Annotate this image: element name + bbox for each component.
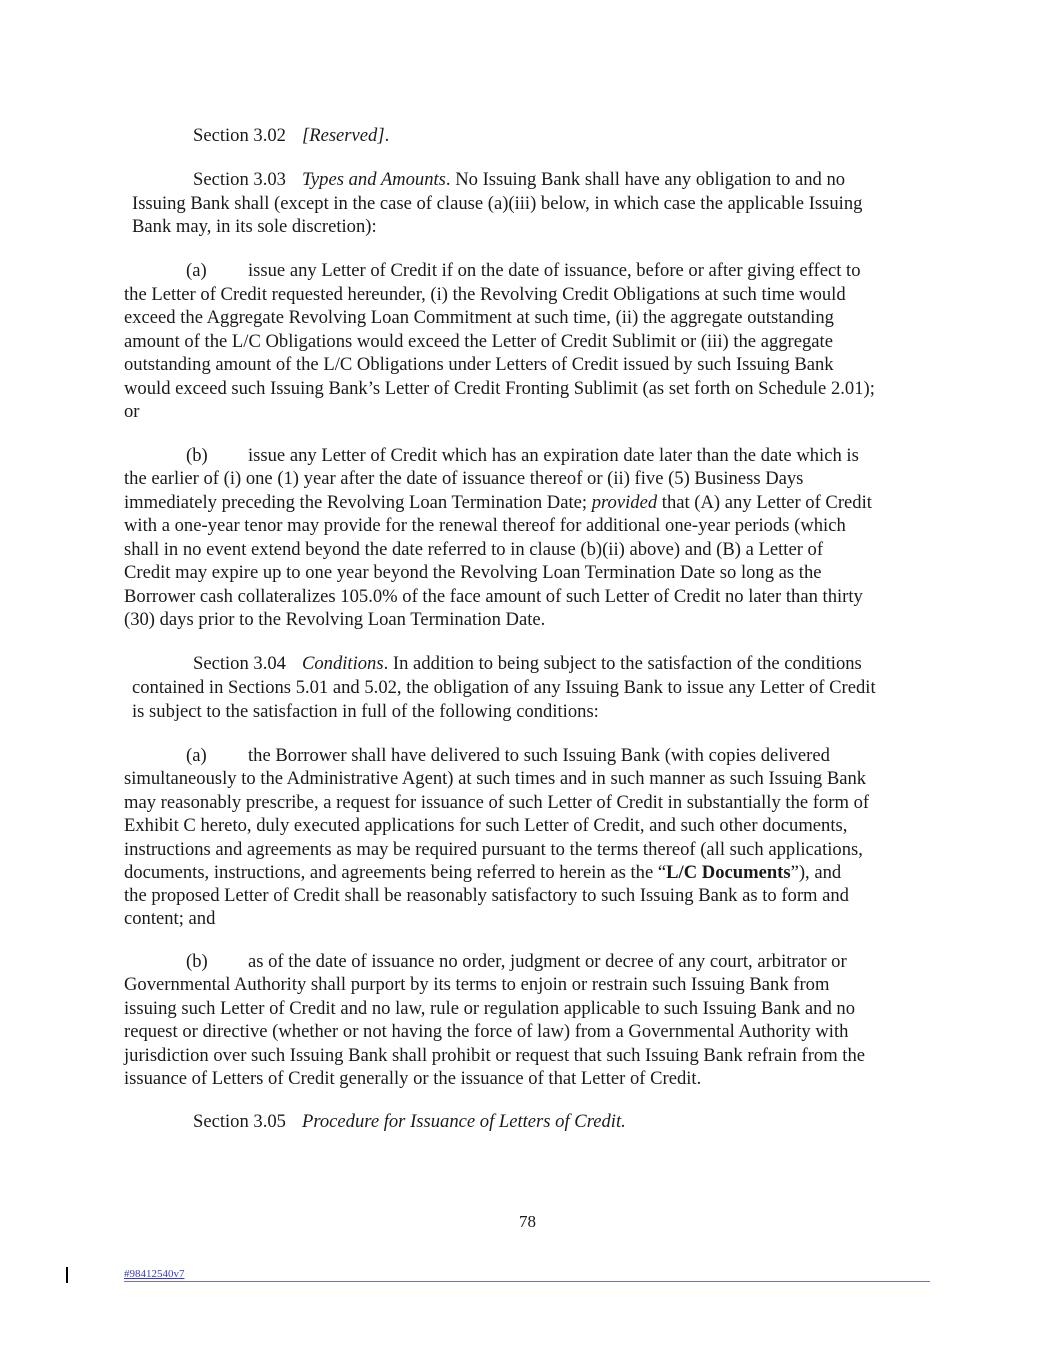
text-line: Exhibit C hereto, duly executed applications for such Letter of Credit, and such other documents,	[124, 815, 848, 836]
text-line: shall in no event extend beyond the date referred to in clause (b)(ii) above) and (B) a Letter of	[124, 539, 824, 560]
section-number: Section 3.02	[193, 125, 286, 146]
text-segment: documents, instructions, and agreements being referred to herein as the “	[124, 862, 667, 883]
text-line: the Borrower shall have delivered to such Issuing Bank (with copies delivered	[248, 745, 830, 766]
section-title: Procedure for Issuance of Letters of Credit.	[301, 1111, 626, 1132]
text-line: content; and	[124, 908, 216, 929]
text-line: or	[124, 401, 140, 422]
clause-a-first-line	[186, 744, 830, 768]
document-reference-link[interactable]: #98412540v7	[124, 1268, 185, 1280]
clause-label: (a)	[186, 745, 207, 766]
text-line: issue any Letter of Credit if on the date of issuance, before or after giving effect to	[248, 260, 861, 281]
text-line: the Letter of Credit requested hereunder, (i) the Revolving Credit Obligations at such time would	[124, 284, 846, 305]
text-line: contained in Sections 5.01 and 5.02, the obligation of any Issuing Bank to issue any Letter of Credit	[132, 677, 876, 698]
section-title: [Reserved]	[301, 125, 385, 146]
text-line: . In addition to being subject to the satisfaction of the conditions	[383, 653, 862, 674]
text-line: issuance of Letters of Credit generally or the issuance of that Letter of Credit.	[124, 1068, 702, 1089]
change-bar	[66, 1267, 68, 1283]
text-line: request or directive (whether or not having the force of law) from a Governmental Authority with	[124, 1021, 849, 1042]
text-line: (30) days prior to the Revolving Loan Termination Date.	[124, 609, 546, 630]
text-line: instructions and agreements as may be required pursuant to the terms thereof (all such applications,	[124, 839, 863, 860]
text-line: as of the date of issuance no order, judgment or decree of any court, arbitrator or	[248, 951, 847, 972]
text-line: jurisdiction over such Issuing Bank shall prohibit or request that such Issuing Bank refrain from the	[124, 1045, 866, 1066]
text-line: Bank may, in its sole discretion):	[132, 216, 377, 237]
clause-label: (a)	[186, 260, 207, 281]
text-segment: immediately preceding the Revolving Loan Termination Date;	[124, 492, 592, 513]
text-line: outstanding amount of the L/C Obligations under Letters of Credit issued by such Issuing Bank	[124, 354, 834, 375]
text-line: would exceed such Issuing Bank’s Letter of Credit Fronting Sublimit (as set forth on Schedule 2.01);	[124, 378, 875, 399]
clause-b-first-line	[186, 950, 847, 974]
section-3-05-heading	[193, 1110, 626, 1134]
section-title: Types and Amounts	[301, 169, 446, 190]
clause-b-first-line	[186, 444, 859, 468]
section-3-02-heading	[193, 124, 389, 148]
section-number: Section 3.04	[193, 653, 286, 674]
text-line-defined-term	[124, 861, 841, 885]
text-line: Credit may expire up to one year beyond the Revolving Loan Termination Date so long as the	[124, 562, 822, 583]
clause-a-first-line	[186, 259, 861, 283]
text-line-provided	[124, 491, 872, 515]
section-3-03-heading	[193, 168, 845, 192]
text-line: exceed the Aggregate Revolving Loan Commitment at such time, (ii) the aggregate outstanding	[124, 307, 834, 328]
page-number: 78	[519, 1212, 536, 1231]
text-line: is subject to the satisfaction in full of the following conditions:	[132, 701, 599, 722]
text-line: may reasonably prescribe, a request for issuance of such Letter of Credit in substantially the form of	[124, 792, 870, 813]
text-line: the proposed Letter of Credit shall be reasonably satisfactory to such Issuing Bank as to form and	[124, 885, 849, 906]
text-segment: ”), and	[790, 862, 842, 883]
text-line: the earlier of (i) one (1) year after the date of issuance thereof or (ii) five (5) Business Days	[124, 468, 804, 489]
defined-term: L/C Documents	[666, 862, 791, 883]
text-line: issuing such Letter of Credit and no law, rule or regulation applicable to such Issuing Bank and no	[124, 998, 856, 1019]
text-line: amount of the L/C Obligations would exceed the Letter of Credit Sublimit or (iii) the aggregate	[124, 331, 833, 352]
clause-label: (b)	[186, 951, 208, 972]
text-line: Borrower cash collateralizes 105.0% of the face amount of such Letter of Credit no later than thirty	[124, 586, 863, 607]
text-line: issue any Letter of Credit which has an expiration date later than the date which is	[248, 445, 859, 466]
text-line: Governmental Authority shall purport by its terms to enjoin or restrain such Issuing Bank from	[124, 974, 830, 995]
text-line: . No Issuing Bank shall have any obligation to and no	[445, 169, 846, 190]
text-line: Issuing Bank shall (except in the case of clause (a)(iii) below, in which case the applicable Issuing	[132, 193, 863, 214]
section-number: Section 3.05	[193, 1111, 286, 1132]
text-segment: that (A) any Letter of Credit	[657, 492, 872, 513]
section-number: Section 3.03	[193, 169, 286, 190]
text-line: with a one-year tenor may provide for the renewal thereof for additional one-year periods (which	[124, 515, 846, 536]
footer-rule	[124, 1281, 930, 1282]
section-3-04-heading	[193, 652, 862, 676]
section-title: Conditions	[301, 653, 384, 674]
clause-label: (b)	[186, 445, 208, 466]
section-title-end: .	[384, 125, 390, 146]
text-line: simultaneously to the Administrative Agent) at such times and in such manner as such Issuing Bank	[124, 768, 867, 789]
provided-term: provided	[591, 492, 658, 513]
